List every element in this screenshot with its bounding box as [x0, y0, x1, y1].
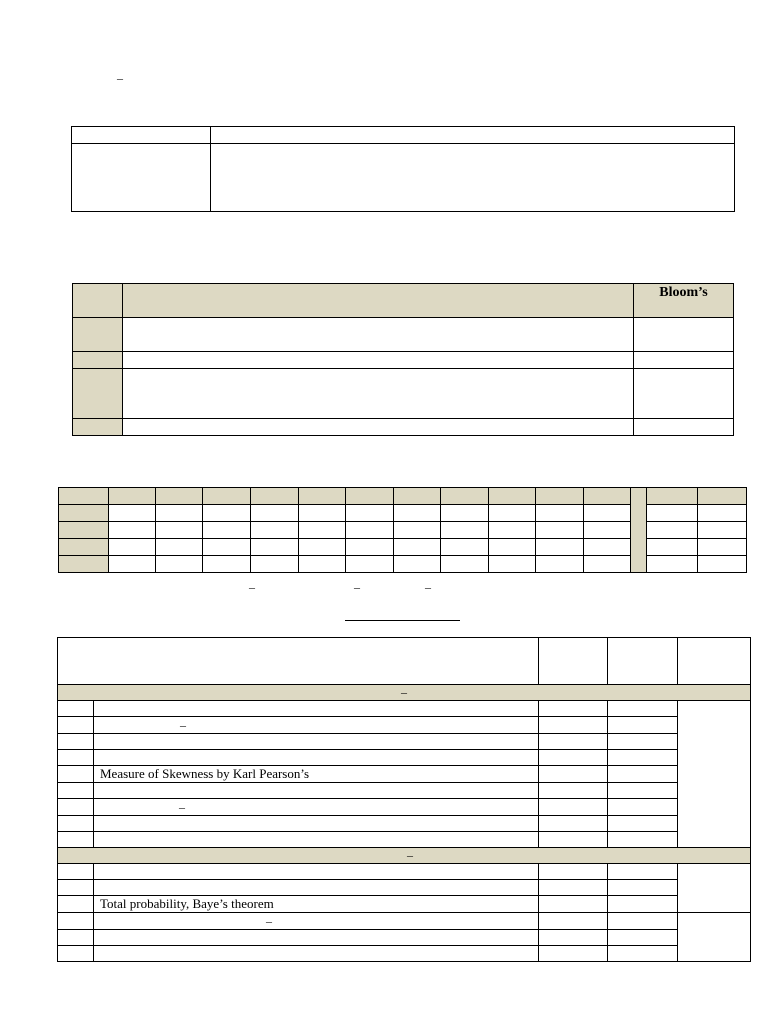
topic-outcome-cell [608, 946, 678, 962]
topic-outcome-cell [608, 930, 678, 946]
unit-2-heading [58, 848, 751, 864]
outcome-description-cell [123, 369, 634, 419]
mapping-cell [697, 539, 746, 556]
mapping-cell [536, 505, 584, 522]
mapping-cell [584, 522, 631, 539]
mapping-cell [393, 539, 440, 556]
course-outcomes-table [72, 283, 734, 436]
topic-number-cell [58, 799, 94, 816]
mapping-header-cell [647, 488, 697, 505]
topic-hours-cell [539, 880, 608, 896]
topic-hours-cell [539, 896, 608, 913]
mapping-cell [156, 556, 203, 573]
mapping-cell [345, 539, 393, 556]
topic-number-cell [58, 930, 94, 946]
syllabus-topic-header [58, 638, 539, 685]
mapping-header-cell [109, 488, 156, 505]
topic-number-cell [58, 816, 94, 832]
topic-cell [94, 913, 539, 930]
mapping-cell [647, 539, 697, 556]
mapping-cell [697, 505, 746, 522]
topic-hours-cell [539, 913, 608, 930]
topic-dash: – [180, 718, 186, 732]
mapping-cell [345, 556, 393, 573]
mapping-cell [156, 505, 203, 522]
outcome-number-cell [73, 318, 123, 352]
mapping-row-label [59, 522, 109, 539]
mapping-cell [440, 522, 488, 539]
topic-number-cell [58, 783, 94, 799]
mapping-cell [298, 505, 345, 522]
topic-hours-cell [539, 750, 608, 766]
unit-1-level-cell [678, 701, 751, 848]
topic-cell-skewness: Measure of Skewness by Karl Pearson’s [94, 766, 539, 783]
topic-cell [94, 832, 539, 848]
mapping-header-cell [203, 488, 250, 505]
outcome-number-cell [73, 369, 123, 419]
mapping-cell [536, 539, 584, 556]
topic-cell [94, 701, 539, 717]
syllabus-outcome-header [608, 638, 678, 685]
outcome-number-cell [73, 419, 123, 436]
topic-hours-cell [539, 766, 608, 783]
course-info-label-cell [72, 144, 211, 212]
top-dash: – [117, 71, 123, 85]
mapping-cell [345, 522, 393, 539]
topic-outcome-cell [608, 864, 678, 880]
mapping-cell [489, 556, 536, 573]
mapping-cell [584, 505, 631, 522]
topic-outcome-cell [608, 701, 678, 717]
course-info-table [71, 126, 735, 212]
unit-1-heading-text: – [401, 685, 407, 699]
mapping-cell [393, 505, 440, 522]
mapping-cell [203, 556, 250, 573]
topic-outcome-cell [608, 913, 678, 930]
mapping-cell [109, 556, 156, 573]
blooms-header [634, 284, 734, 318]
mapping-cell [298, 539, 345, 556]
mapping-separator-column [631, 488, 647, 573]
mapping-header-cell [156, 488, 203, 505]
mapping-cell [489, 522, 536, 539]
topic-outcome-cell [608, 799, 678, 816]
mapping-cell [393, 556, 440, 573]
outcome-description-cell [123, 419, 634, 436]
mapping-cell [489, 539, 536, 556]
mapping-cell [250, 505, 298, 522]
mapping-row-label [59, 505, 109, 522]
mapping-header-cell [298, 488, 345, 505]
topic-hours-cell [539, 946, 608, 962]
mapping-footer-dash: – [425, 580, 431, 594]
mapping-header-cell [440, 488, 488, 505]
mapping-corner-cell [59, 488, 109, 505]
co-po-mapping-table [58, 487, 747, 573]
mapping-header-cell [584, 488, 631, 505]
outcome-description-cell [123, 352, 634, 369]
mapping-cell [647, 505, 697, 522]
blooms-level-cell [634, 352, 734, 369]
topic-number-cell [58, 896, 94, 913]
mapping-cell [156, 539, 203, 556]
topic-number-cell [58, 734, 94, 750]
topic-hours-cell [539, 832, 608, 848]
topic-dash: – [179, 800, 185, 814]
mapping-cell [440, 505, 488, 522]
syllabus-table [57, 637, 751, 962]
unit-1-heading [58, 685, 751, 701]
topic-number-cell [58, 717, 94, 734]
topic-cell [94, 783, 539, 799]
mapping-header-cell [489, 488, 536, 505]
mapping-cell [393, 522, 440, 539]
mapping-cell [536, 556, 584, 573]
mapping-cell [109, 522, 156, 539]
topic-hours-cell [539, 799, 608, 816]
topic-hours-cell [539, 930, 608, 946]
mapping-cell [584, 539, 631, 556]
mapping-cell [647, 556, 697, 573]
mapping-cell [647, 522, 697, 539]
topic-outcome-cell [608, 896, 678, 913]
mapping-cell [250, 522, 298, 539]
mapping-cell [489, 505, 536, 522]
topic-cell-total-probability: Total probability, Baye’s theorem [94, 896, 539, 913]
mapping-header-cell [536, 488, 584, 505]
mapping-cell [697, 522, 746, 539]
topic-outcome-cell [608, 832, 678, 848]
syllabus-level-header [678, 638, 751, 685]
mapping-cell [156, 522, 203, 539]
topic-dash: – [266, 914, 272, 928]
topic-hours-cell [539, 783, 608, 799]
topic-hours-cell [539, 734, 608, 750]
course-info-value-cell [211, 144, 735, 212]
topic-number-cell [58, 832, 94, 848]
mapping-cell [298, 556, 345, 573]
blooms-header-label: Bloom’s [659, 285, 708, 300]
topic-cell [94, 816, 539, 832]
mapping-footer-dash: – [354, 580, 360, 594]
topic-cell [94, 750, 539, 766]
topic-number-cell [58, 701, 94, 717]
outcome-description-cell [123, 318, 634, 352]
blooms-level-cell [634, 318, 734, 352]
topic-outcome-cell [608, 783, 678, 799]
topic-outcome-cell [608, 880, 678, 896]
topic-number-cell [58, 864, 94, 880]
mapping-header-cell [250, 488, 298, 505]
course-info-label-cell [72, 127, 211, 144]
mapping-cell [345, 505, 393, 522]
topic-number-cell [58, 913, 94, 930]
mapping-cell [298, 522, 345, 539]
mapping-row-label [59, 556, 109, 573]
mapping-cell [250, 556, 298, 573]
syllabus-title [345, 604, 460, 621]
topic-outcome-cell [608, 750, 678, 766]
mapping-cell [440, 556, 488, 573]
mapping-cell [440, 539, 488, 556]
outcome-number-header [73, 284, 123, 318]
mapping-cell [584, 556, 631, 573]
blooms-level-cell [634, 419, 734, 436]
topic-outcome-cell [608, 734, 678, 750]
topic-cell [94, 734, 539, 750]
mapping-cell [109, 539, 156, 556]
mapping-cell [203, 522, 250, 539]
topic-cell [94, 717, 539, 734]
topic-cell [94, 880, 539, 896]
mapping-cell [203, 539, 250, 556]
course-info-value-cell [211, 127, 735, 144]
topic-number-cell [58, 750, 94, 766]
mapping-cell [250, 539, 298, 556]
topic-cell [94, 930, 539, 946]
blooms-level-cell [634, 369, 734, 419]
topic-number-cell [58, 946, 94, 962]
mapping-header-cell [345, 488, 393, 505]
mapping-row-label [59, 539, 109, 556]
topic-number-cell [58, 766, 94, 783]
mapping-cell [697, 556, 746, 573]
topic-hours-cell [539, 816, 608, 832]
unit-3-level-cell [678, 913, 751, 962]
topic-hours-cell [539, 717, 608, 734]
mapping-cell [203, 505, 250, 522]
topic-cell [94, 946, 539, 962]
mapping-header-cell [393, 488, 440, 505]
mapping-cell [109, 505, 156, 522]
topic-number-cell [58, 880, 94, 896]
topic-outcome-cell [608, 766, 678, 783]
mapping-header-cell [697, 488, 746, 505]
topic-cell [94, 799, 539, 816]
topic-hours-cell [539, 864, 608, 880]
topic-cell [94, 864, 539, 880]
outcome-number-cell [73, 352, 123, 369]
mapping-footer-dash: – [249, 580, 255, 594]
topic-outcome-cell [608, 717, 678, 734]
unit-2-heading-text: – [407, 848, 413, 862]
topic-hours-cell [539, 701, 608, 717]
mapping-cell [536, 522, 584, 539]
topic-outcome-cell [608, 816, 678, 832]
unit-2-level-cell [678, 864, 751, 913]
outcome-description-header [123, 284, 634, 318]
syllabus-hours-header [539, 638, 608, 685]
